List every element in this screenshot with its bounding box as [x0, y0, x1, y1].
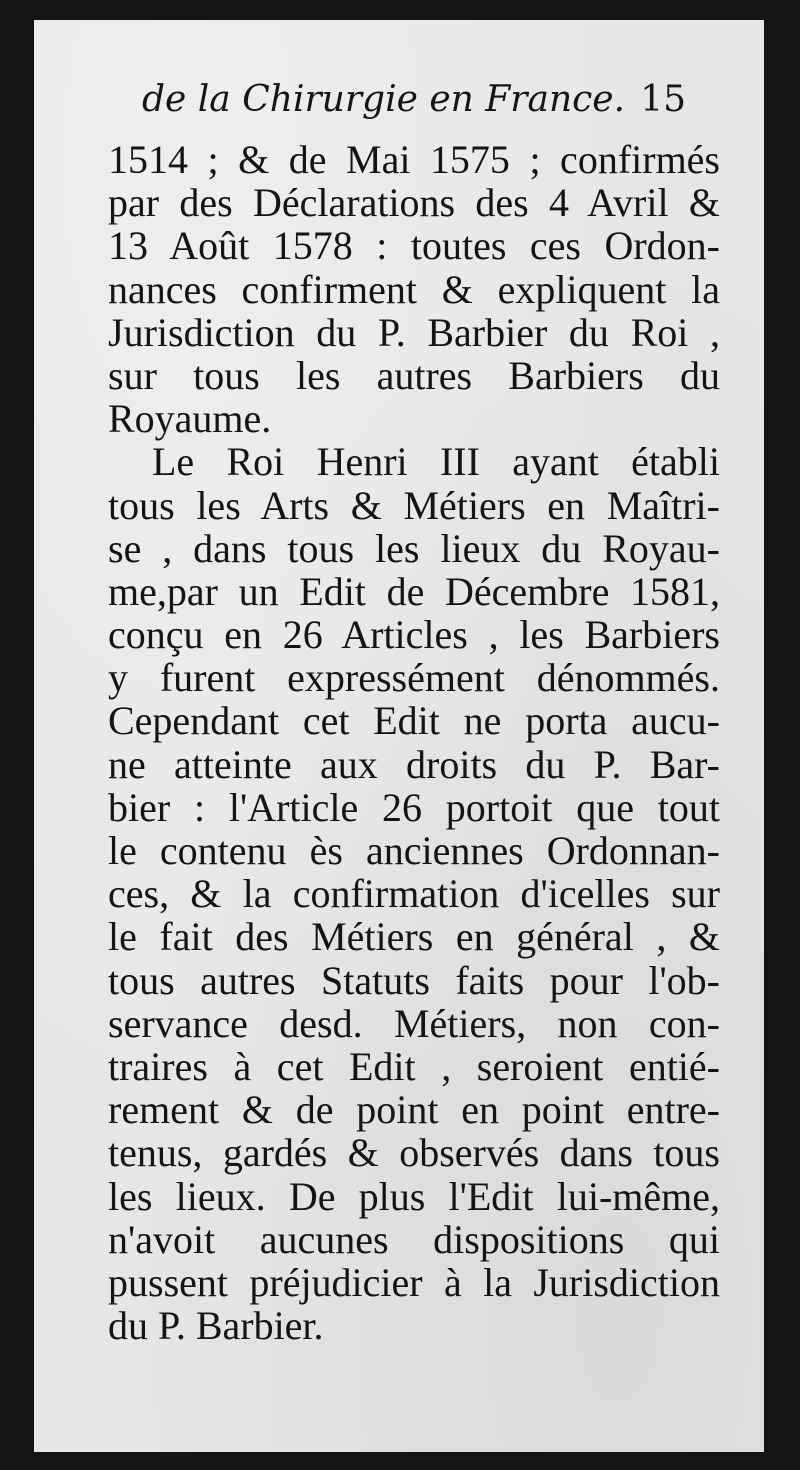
- text-line: du P. Barbier.: [108, 1303, 324, 1349]
- text-line: tous autres Statuts faits pour l'ob-: [108, 957, 720, 1003]
- text-line: se , dans tous les lieux du Royau-: [108, 525, 720, 571]
- text-line: les lieux. De plus l'Edit lui-même,: [108, 1173, 720, 1219]
- paragraph-first-line: Le Roi Henri III ayant établi: [152, 439, 720, 485]
- text-line: Royaume.: [108, 396, 272, 442]
- text-line: sur tous les autres Barbiers du: [108, 352, 720, 398]
- text-line: traires à cet Edit , seroient entié-: [108, 1043, 720, 1089]
- text-line: Cependant cet Edit ne porta aucu-: [108, 698, 720, 744]
- text-line: le contenu ès anciennes Ordonnan-: [108, 828, 720, 873]
- text-line: rement & de point en point entre-: [108, 1087, 720, 1133]
- running-title: de la Chirurgie en France.: [142, 79, 626, 120]
- body-text: [108, 138, 720, 1347]
- text-line: conçu en 26 Articles , les Barbiers: [108, 612, 720, 658]
- text-line: ces, & la confirmation d'icelles sur: [108, 871, 720, 917]
- text-line: pussent préjudicier à la Jurisdiction: [108, 1259, 720, 1305]
- page-header: [142, 72, 686, 128]
- text-line: servance desd. Métiers, non con-: [108, 1000, 720, 1046]
- text-line: le fait des Métiers en général , &: [108, 914, 720, 960]
- text-line: nances confirment & expliquent la: [108, 266, 720, 312]
- page-number: 15: [640, 79, 686, 120]
- text-line: bier : l'Article 26 portoit que tout: [108, 784, 720, 830]
- text-line: 1514 ; & de Mai 1575 ; confirmés: [108, 137, 720, 182]
- text-line: y furent expressément dénommés.: [108, 655, 720, 701]
- text-line: ne atteinte aux droits du P. Bar-: [108, 741, 720, 787]
- text-line: me,par un Edit de Décembre 1581,: [108, 568, 720, 614]
- text-line: 13 Août 1578 : toutes ces Ordon-: [108, 223, 720, 269]
- text-line: par des Déclarations des 4 Avril &: [108, 180, 720, 226]
- text-line: tous les Arts & Métiers en Maîtri-: [108, 482, 720, 528]
- text-line: n'avoit aucunes dispositions qui: [108, 1216, 720, 1262]
- book-page: [34, 20, 764, 1452]
- text-line: tenus, gardés & observés dans tous: [108, 1130, 720, 1176]
- text-line: Jurisdiction du P. Barbier du Roi ,: [108, 309, 720, 355]
